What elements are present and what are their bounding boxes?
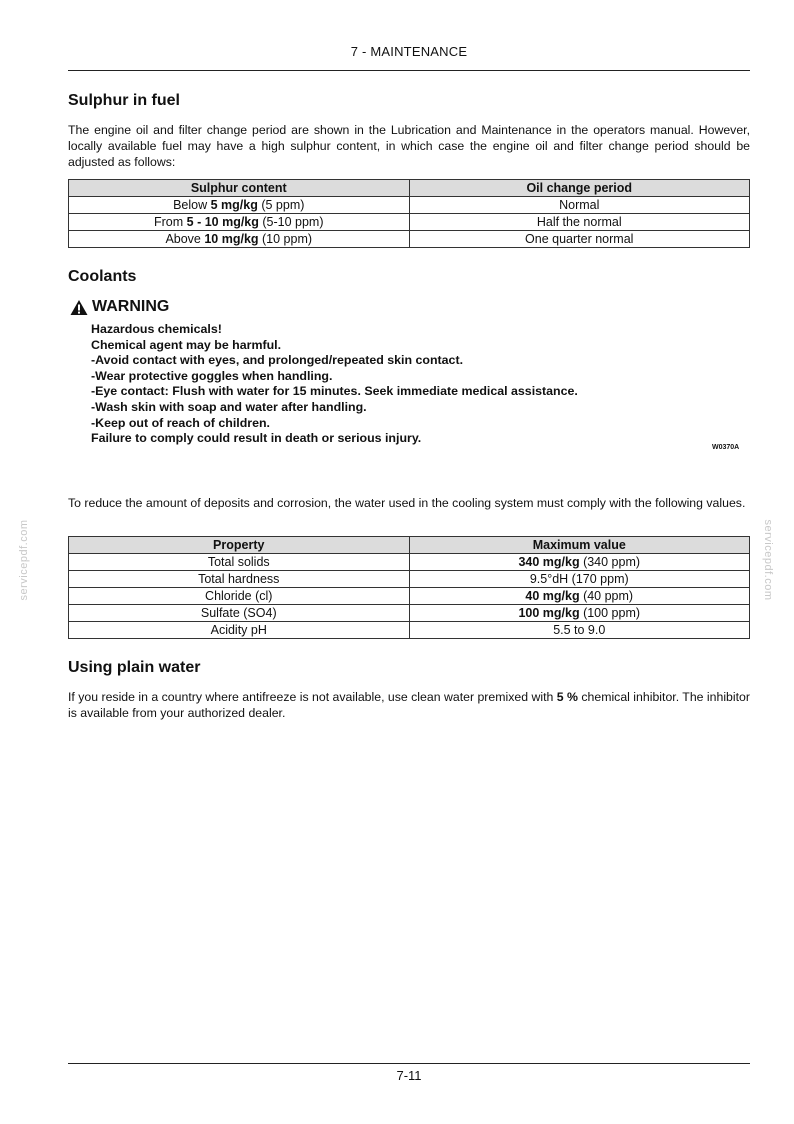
property-cell: Chloride (cl) bbox=[69, 588, 410, 605]
property-cell: Total solids bbox=[69, 554, 410, 571]
col-property: Property bbox=[69, 537, 410, 554]
sulphur-content-cell: Below 5 mg/kg (5 ppm) bbox=[69, 197, 410, 214]
section-header: 7 - MAINTENANCE bbox=[350, 44, 468, 59]
coolants-intro: To reduce the amount of deposits and corrosion, the water used in the cooling system must comply with the following values. bbox=[68, 496, 746, 510]
table-row bbox=[69, 554, 750, 571]
warning-line: -Eye contact: Flush with water for 15 minutes. Seek immediate medical assistance. bbox=[91, 384, 578, 399]
footer-rule bbox=[68, 1063, 750, 1064]
watermark-left: servicepdf.com bbox=[18, 519, 30, 601]
warning-line: Hazardous chemicals! bbox=[91, 322, 222, 336]
warning-line: Chemical agent may be harmful. bbox=[91, 337, 282, 352]
document-page bbox=[68, 0, 750, 1124]
warning-text bbox=[91, 322, 731, 447]
warning-line: -Wash skin with soap and water after handling. bbox=[91, 399, 367, 414]
warning-line: -Avoid contact with eyes, and prolonged/repeated skin contact. bbox=[91, 353, 464, 368]
warning-line: Failure to comply could result in death or serious injury. bbox=[91, 431, 422, 446]
header-rule bbox=[68, 70, 750, 71]
table-row bbox=[69, 571, 750, 588]
warning-line: -Keep out of reach of children. bbox=[91, 415, 270, 430]
sulphur-intro: The engine oil and filter change period are shown in the Lubrication and Maintenance in the operators manual. However, locally available fuel may have a high sulphur content, in which case the engine oil and filter change period should be adjusted as follows: bbox=[68, 123, 750, 169]
warning-triangle-icon bbox=[70, 299, 88, 316]
table-row bbox=[69, 197, 750, 214]
warning-header bbox=[70, 298, 169, 316]
warning-title: WARNING bbox=[92, 298, 170, 315]
plain-water-text: If you reside in a country where antifreeze is not available, use clean water premixed with 5 % chemical inhibitor. The inhibitor is available from your authorized dealer. bbox=[68, 690, 750, 720]
table-row bbox=[69, 622, 750, 639]
property-cell: Acidity pH bbox=[69, 622, 410, 639]
table-row bbox=[69, 231, 750, 248]
heading-sulphur: Sulphur in fuel bbox=[68, 92, 180, 109]
sulphur-content-cell: From 5 - 10 mg/kg (5-10 ppm) bbox=[69, 214, 410, 231]
table-header-row bbox=[69, 180, 750, 197]
table-header-row bbox=[69, 537, 750, 554]
property-cell: Total hardness bbox=[69, 571, 410, 588]
oil-period-cell: Half the normal bbox=[409, 214, 750, 231]
col-sulphur-content: Sulphur content bbox=[69, 180, 410, 197]
table-row bbox=[69, 214, 750, 231]
max-value-cell: 100 mg/kg (100 ppm) bbox=[409, 605, 750, 622]
col-maximum-value: Maximum value bbox=[409, 537, 750, 554]
warning-line: -Wear protective goggles when handling. bbox=[91, 368, 333, 383]
oil-period-cell: One quarter normal bbox=[409, 231, 750, 248]
property-cell: Sulfate (SO4) bbox=[69, 605, 410, 622]
max-value-cell: 9.5°dH (170 ppm) bbox=[409, 571, 750, 588]
col-oil-change-period: Oil change period bbox=[409, 180, 750, 197]
max-value-cell: 5.5 to 9.0 bbox=[409, 622, 750, 639]
watermark-right: servicepdf.com bbox=[762, 519, 774, 601]
max-value-cell: 340 mg/kg (340 ppm) bbox=[409, 554, 750, 571]
table-row bbox=[69, 588, 750, 605]
water-values-table bbox=[68, 536, 750, 639]
heading-coolants: Coolants bbox=[68, 268, 137, 285]
oil-period-cell: Normal bbox=[409, 197, 750, 214]
page-number: 7-11 bbox=[396, 1068, 422, 1083]
heading-plain-water: Using plain water bbox=[68, 659, 201, 676]
sulphur-content-cell: Above 10 mg/kg (10 ppm) bbox=[69, 231, 410, 248]
max-value-cell: 40 mg/kg (40 ppm) bbox=[409, 588, 750, 605]
warning-code: W0370A bbox=[712, 444, 740, 451]
table-row bbox=[69, 605, 750, 622]
sulphur-table bbox=[68, 179, 750, 248]
